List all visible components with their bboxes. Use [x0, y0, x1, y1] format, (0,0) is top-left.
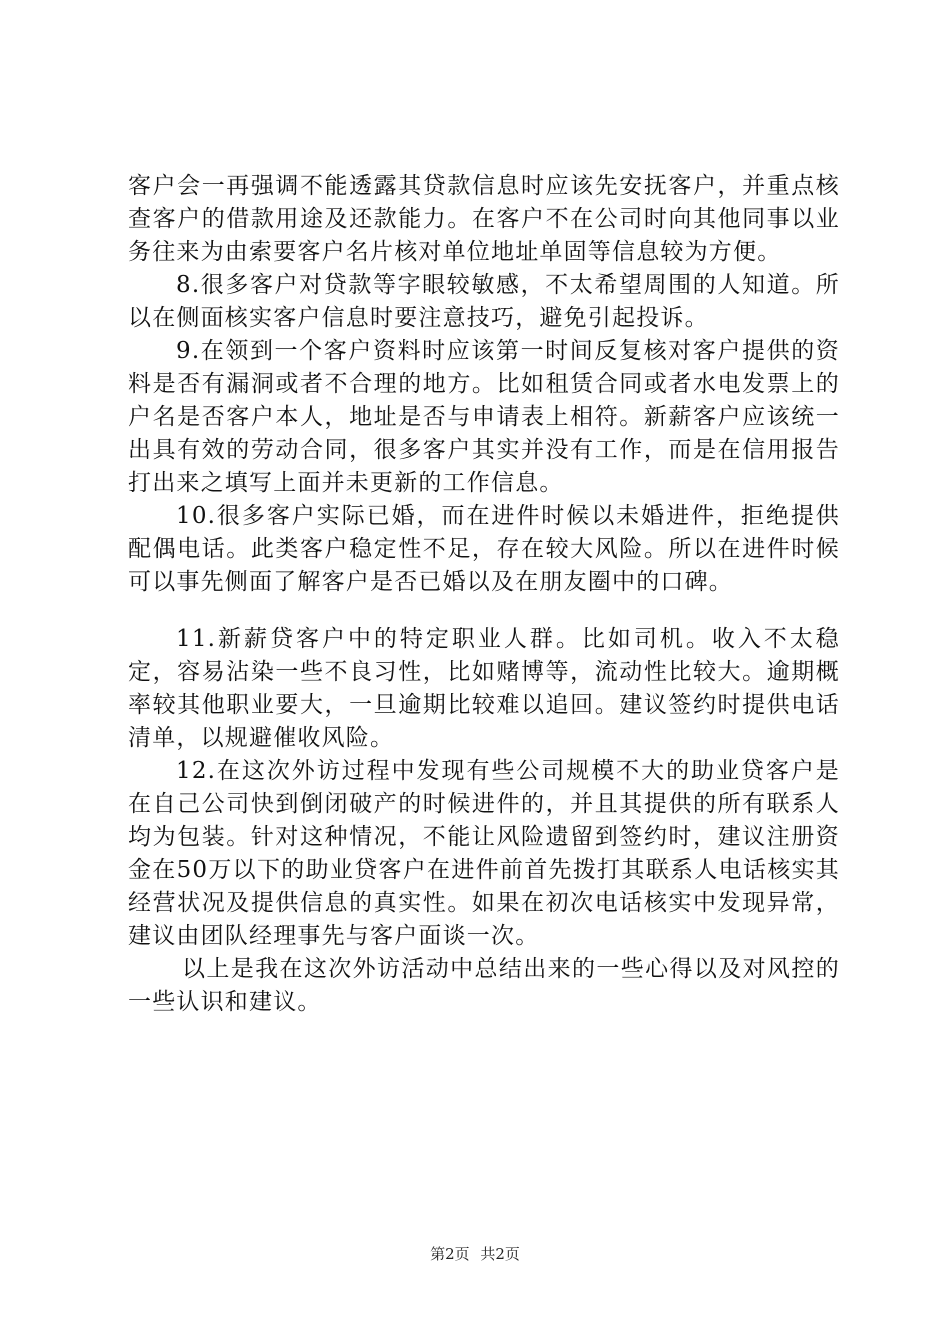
page-footer — [0, 1244, 950, 1264]
paragraph-item-11: 11.新薪贷客户中的特定职业人群。比如司机。收入不太稳定，容易沾染一些不良习性，比如赌博等，流动性比较大。逾期概率较其他职业要大，一旦逾期比较难以追回。建议签约时提供电话清单，以规避催收风险。 — [128, 626, 840, 751]
paragraph-continuation: 客户会一再强调不能透露其贷款信息时应该先安抚客户，并重点核查客户的借款用途及还款能力。在客户不在公司时向其他同事以业务往来为由索要客户名片核对单位地址单固等信息较为方便。 — [128, 173, 840, 265]
paragraph-item-10: 10.很多客户实际已婚，而在进件时候以未婚进件，拒绝提供配偶电话。此类客户稳定性不足，存在较大风险。所以在进件时候可以事先侧面了解客户是否已婚以及在朋友圈中的口碑。 — [128, 503, 840, 595]
paragraph-item-8: 8.很多客户对贷款等字眼较敏感，不太希望周围的人知道。所以在侧面核实客户信息时要注意技巧，避免引起投诉。 — [128, 272, 840, 331]
paragraph-conclusion: 以上是我在这次外访活动中总结出来的一些心得以及对风控的一些认识和建议。 — [128, 956, 840, 1015]
page-number: 第2页 — [430, 1245, 470, 1263]
page-total: 共2页 — [480, 1245, 520, 1263]
document-body — [128, 170, 840, 1019]
paragraph-item-9: 9.在领到一个客户资料时应该第一时间反复核对客户提供的资料是否有漏洞或者不合理的地方。比如租赁合同或者水电发票上的户名是否客户本人，地址是否与申请表上相符。新薪客户应该统一出具有效的劳动合同，很多客户其实并没有工作，而是在信用报告打出来之填写上面并未更新的工作信息。 — [128, 338, 840, 496]
paragraph-item-12: 12.在这次外访过程中发现有些公司规模不大的助业贷客户是在自己公司快到倒闭破产的时候进件的，并且其提供的所有联系人均为包装。针对这种情况，不能让风险遗留到签约时，建议注册资金在50万以下的助业贷客户在进件前首先拨打其联系人电话核实其经营状况及提供信息的真实性。如果在初次电话核实中发现异常，建议由团队经理事先与客户面谈一次。 — [128, 758, 840, 949]
